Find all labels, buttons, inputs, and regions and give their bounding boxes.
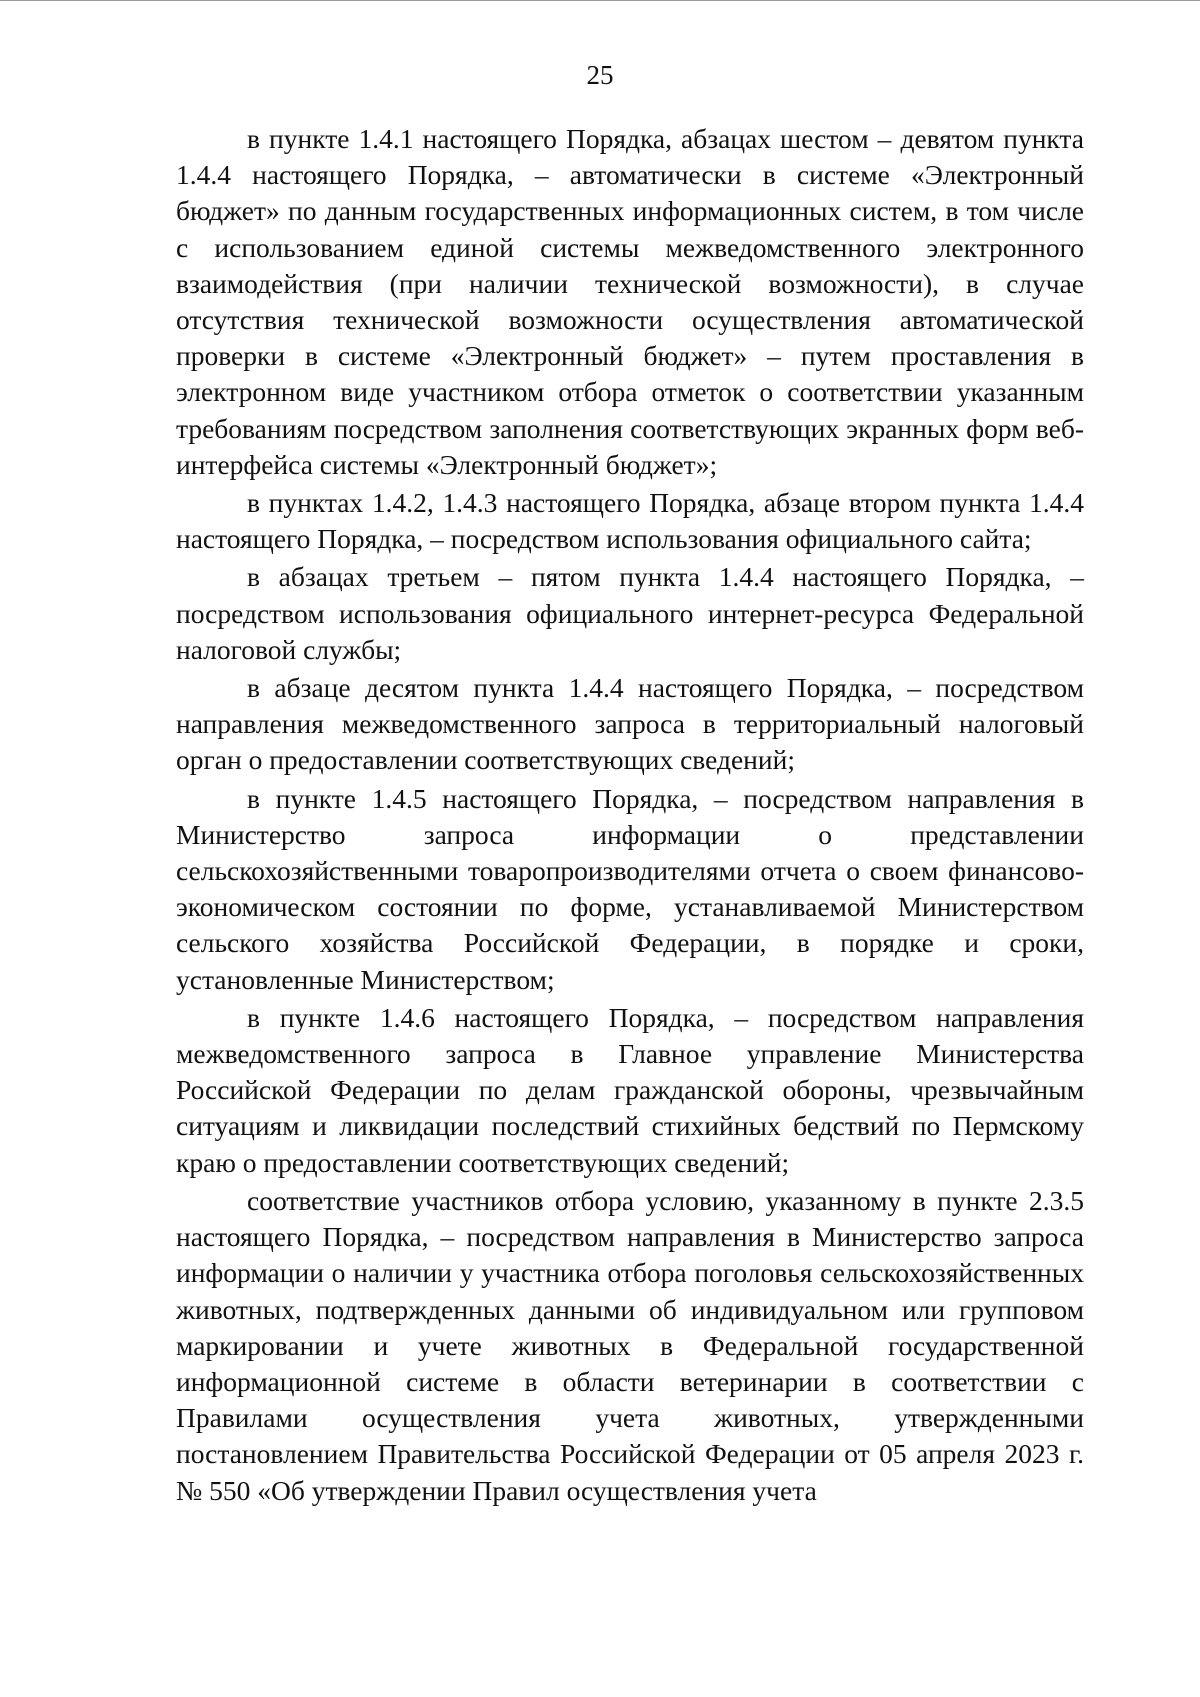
paragraph: в пункте 1.4.5 настоящего Порядка, – посредством направления в Министерство запроса информации о представлении сельскохозяйственными товаропроизводителями отчета о своем финансово-экономическом состоянии по форме, устанавливаемой Министерством сельского хозяйства Российской Федерации, в порядке и сроки, установленные Министерством; (176, 782, 1084, 995)
paragraph: в пункте 1.4.6 настоящего Порядка, – посредством направления межведомственного запроса в Главное управление Министерства Российской Федерации по делам гражданской обороны, чрезвычайным ситуациям и ликвидации последствий стихийных бедствий по Пермскому краю о предоставлении соответствующих сведений; (176, 1001, 1084, 1178)
document-body (176, 121, 1084, 1511)
paragraph: в абзаце десятом пункта 1.4.4 настоящего Порядка, – посредством направления межведомственного запроса в территориальный налоговый орган о предоставлении соответствующих сведений; (176, 672, 1084, 776)
paragraph: в пункте 1.4.1 настоящего Порядка, абзацах шестом – девятом пункта 1.4.4 настоящего Порядка, – автоматически в системе «Электронный бюджет» по данным государственных информационных систем, в том числе с использованием единой системы межведомственного электронного взаимодействия (при наличии технической возможности), в случае отсутствия технической возможности осуществления автоматической проверки в системе «Электронный бюджет» – путем проставления в электронном виде участником отбора отметок о соответствии указанным требованиям посредством заполнения соответствующих экранных форм веб-интерфейса системы «Электронный бюджет»; (176, 123, 1084, 480)
page-number: 25 (586, 60, 614, 90)
paragraph: в пунктах 1.4.2, 1.4.3 настоящего Порядка, абзаце втором пункта 1.4.4 настоящего Порядка, – посредством использования официального сайта; (176, 487, 1084, 555)
paragraph: соответствие участников отбора условию, указанному в пункте 2.3.5 настоящего Порядка, – посредством направления в Министерство запроса информации о наличии у участника отбора поголовья сельскохозяйственных животных, подтвержденных данными об индивидуальном или групповом маркировании и учете животных в Федеральной государственной информационной системе в области ветеринарии в соответствии с Правилами осуществления учета животных, утвержденными постановлением Правительства Российской Федерации от 05 апреля 2023 г. № 550 «Об утверждении Правил осуществления учета (176, 1184, 1084, 1506)
paragraph: в абзацах третьем – пятом пункта 1.4.4 настоящего Порядка, – посредством использования официального интернет-ресурса Федеральной налоговой службы; (176, 561, 1084, 665)
